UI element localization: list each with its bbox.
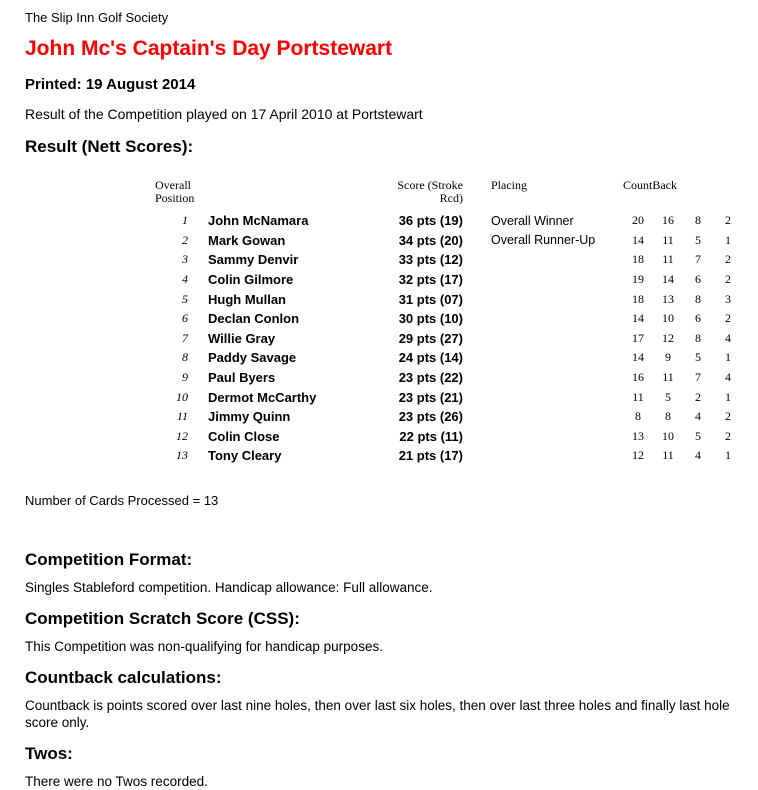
table-row xyxy=(155,211,733,231)
section-heading: Competition Format: xyxy=(25,549,193,569)
row-countback-3: 6 xyxy=(695,311,701,326)
row-score: 32 pts (17) xyxy=(398,272,463,288)
row-position: 7 xyxy=(182,330,188,345)
row-position: 9 xyxy=(182,370,188,385)
section-body: This Competition was non-qualifying for handicap purposes. xyxy=(25,638,383,654)
row-countback-1: 14 xyxy=(632,350,644,365)
info-section xyxy=(25,744,733,790)
row-countback-3: 5 xyxy=(695,232,701,247)
row-score: 24 pts (14) xyxy=(398,350,463,366)
page-title: John Mc's Captain's Day Portstewart xyxy=(25,37,393,60)
row-countback-4: 4 xyxy=(725,370,731,385)
row-player-name: Declan Conlon xyxy=(208,311,300,327)
row-countback-3: 8 xyxy=(695,291,701,306)
table-row xyxy=(155,387,733,407)
info-section xyxy=(25,668,733,731)
row-countback-1: 20 xyxy=(632,213,644,228)
row-countback-3: 2 xyxy=(695,389,701,404)
row-countback-3: 7 xyxy=(695,370,701,385)
row-position: 5 xyxy=(182,291,188,306)
society-name: The Slip Inn Golf Society xyxy=(25,10,169,25)
row-countback-2: 9 xyxy=(665,350,671,365)
row-countback-2: 10 xyxy=(662,311,674,326)
row-score: 31 pts (07) xyxy=(398,291,463,307)
row-placing: Overall Winner xyxy=(491,213,574,228)
row-countback-1: 12 xyxy=(632,448,644,463)
row-player-name: Paddy Savage xyxy=(208,350,297,366)
row-score: 30 pts (10) xyxy=(398,311,463,327)
row-countback-2: 13 xyxy=(662,291,674,306)
row-player-name: Willie Gray xyxy=(208,330,276,346)
row-countback-2: 11 xyxy=(662,232,674,247)
row-placing: Overall Runner-Up xyxy=(491,233,596,248)
table-row xyxy=(155,250,733,270)
info-section xyxy=(25,609,733,655)
row-countback-4: 1 xyxy=(725,350,731,365)
section-heading: Twos: xyxy=(25,743,73,763)
row-countback-4: 2 xyxy=(725,409,731,424)
row-countback-4: 2 xyxy=(725,311,731,326)
row-countback-1: 14 xyxy=(632,232,644,247)
row-position: 8 xyxy=(182,350,188,365)
table-row xyxy=(155,289,733,309)
row-countback-2: 16 xyxy=(662,213,674,228)
row-position: 11 xyxy=(176,409,188,424)
row-countback-4: 1 xyxy=(725,232,731,247)
row-player-name: Sammy Denvir xyxy=(208,252,299,268)
section-body: There were no Twos recorded. xyxy=(25,773,208,789)
table-body xyxy=(155,211,733,466)
row-countback-1: 16 xyxy=(632,370,644,385)
table-row xyxy=(155,407,733,427)
row-countback-3: 6 xyxy=(695,272,701,287)
table-header-row xyxy=(155,179,733,205)
table-row xyxy=(155,270,733,290)
row-score: 21 pts (17) xyxy=(398,448,463,464)
row-countback-1: 18 xyxy=(632,291,644,306)
info-section xyxy=(25,550,733,596)
row-position: 13 xyxy=(176,448,188,463)
row-countback-4: 1 xyxy=(725,389,731,404)
row-countback-3: 8 xyxy=(695,213,701,228)
row-countback-3: 5 xyxy=(695,350,701,365)
table-row xyxy=(155,427,733,447)
row-countback-2: 11 xyxy=(662,252,674,267)
column-header-countback: CountBack xyxy=(623,178,677,192)
row-countback-3: 4 xyxy=(695,448,701,463)
row-countback-4: 2 xyxy=(725,213,731,228)
row-score: 34 pts (20) xyxy=(398,232,463,248)
column-header-score: Score (Stroke Rcd) xyxy=(397,178,463,205)
row-position: 1 xyxy=(182,213,188,228)
table-row xyxy=(155,309,733,329)
table-row xyxy=(155,329,733,349)
table-row xyxy=(155,348,733,368)
row-countback-2: 8 xyxy=(665,409,671,424)
row-score: 36 pts (19) xyxy=(398,213,463,229)
column-header-position-line2: Position xyxy=(155,191,195,205)
row-player-name: Tony Cleary xyxy=(208,448,282,464)
competition-description: Result of the Competition played on 17 April 2010 at Portstewart xyxy=(25,106,423,122)
row-score: 23 pts (22) xyxy=(398,370,463,386)
row-player-name: Jimmy Quinn xyxy=(208,409,291,425)
row-countback-1: 14 xyxy=(632,311,644,326)
row-countback-2: 5 xyxy=(665,389,671,404)
row-position: 6 xyxy=(182,311,188,326)
section-heading: Competition Scratch Score (CSS): xyxy=(25,608,300,628)
row-countback-1: 13 xyxy=(632,428,644,443)
row-countback-4: 2 xyxy=(725,272,731,287)
section-body: Countback is points scored over last nine holes, then over last six holes, then over last three holes and finally last hole score only. xyxy=(25,697,730,730)
column-header-position xyxy=(155,179,385,205)
row-countback-1: 11 xyxy=(632,389,644,404)
row-countback-4: 1 xyxy=(725,448,731,463)
row-position: 4 xyxy=(182,272,188,287)
section-body: Singles Stableford competition. Handicap allowance: Full allowance. xyxy=(25,579,433,595)
row-player-name: Dermot McCarthy xyxy=(208,389,317,405)
row-score: 23 pts (26) xyxy=(398,409,463,425)
row-countback-4: 3 xyxy=(725,291,731,306)
result-heading: Result (Nett Scores): xyxy=(25,137,194,156)
row-countback-3: 8 xyxy=(695,330,701,345)
row-countback-3: 4 xyxy=(695,409,701,424)
row-countback-4: 2 xyxy=(725,428,731,443)
row-player-name: Colin Gilmore xyxy=(208,272,294,288)
results-table xyxy=(155,179,733,466)
row-countback-3: 7 xyxy=(695,252,701,267)
row-position: 3 xyxy=(182,252,188,267)
row-countback-2: 11 xyxy=(662,370,674,385)
printed-date: Printed: 19 August 2014 xyxy=(25,76,196,93)
section-heading: Countback calculations: xyxy=(25,667,222,687)
row-position: 12 xyxy=(176,428,188,443)
row-player-name: Mark Gowan xyxy=(208,232,286,248)
row-score: 33 pts (12) xyxy=(398,252,463,268)
row-countback-1: 17 xyxy=(632,330,644,345)
row-countback-4: 4 xyxy=(725,330,731,345)
row-player-name: John McNamara xyxy=(208,213,309,229)
row-countback-4: 2 xyxy=(725,252,731,267)
row-player-name: Hugh Mullan xyxy=(208,291,286,307)
cards-processed: Number of Cards Processed = 13 xyxy=(25,492,219,508)
row-position: 2 xyxy=(182,232,188,247)
row-position: 10 xyxy=(176,389,188,404)
row-countback-2: 10 xyxy=(662,428,674,443)
column-header-placing: Placing xyxy=(491,178,527,192)
table-row xyxy=(155,231,733,251)
row-countback-1: 8 xyxy=(635,409,641,424)
row-score: 22 pts (11) xyxy=(399,428,463,444)
table-row xyxy=(155,446,733,466)
row-countback-3: 5 xyxy=(695,428,701,443)
row-score: 29 pts (27) xyxy=(398,330,463,346)
row-countback-1: 19 xyxy=(632,272,644,287)
row-countback-2: 14 xyxy=(662,272,674,287)
row-player-name: Colin Close xyxy=(208,428,280,444)
row-score: 23 pts (21) xyxy=(398,389,463,405)
row-countback-2: 11 xyxy=(662,448,674,463)
column-header-position-line1: Overall xyxy=(155,178,191,192)
row-player-name: Paul Byers xyxy=(208,370,276,386)
row-countback-2: 12 xyxy=(662,330,674,345)
row-countback-1: 18 xyxy=(632,252,644,267)
info-sections xyxy=(25,550,733,790)
table-row xyxy=(155,368,733,388)
